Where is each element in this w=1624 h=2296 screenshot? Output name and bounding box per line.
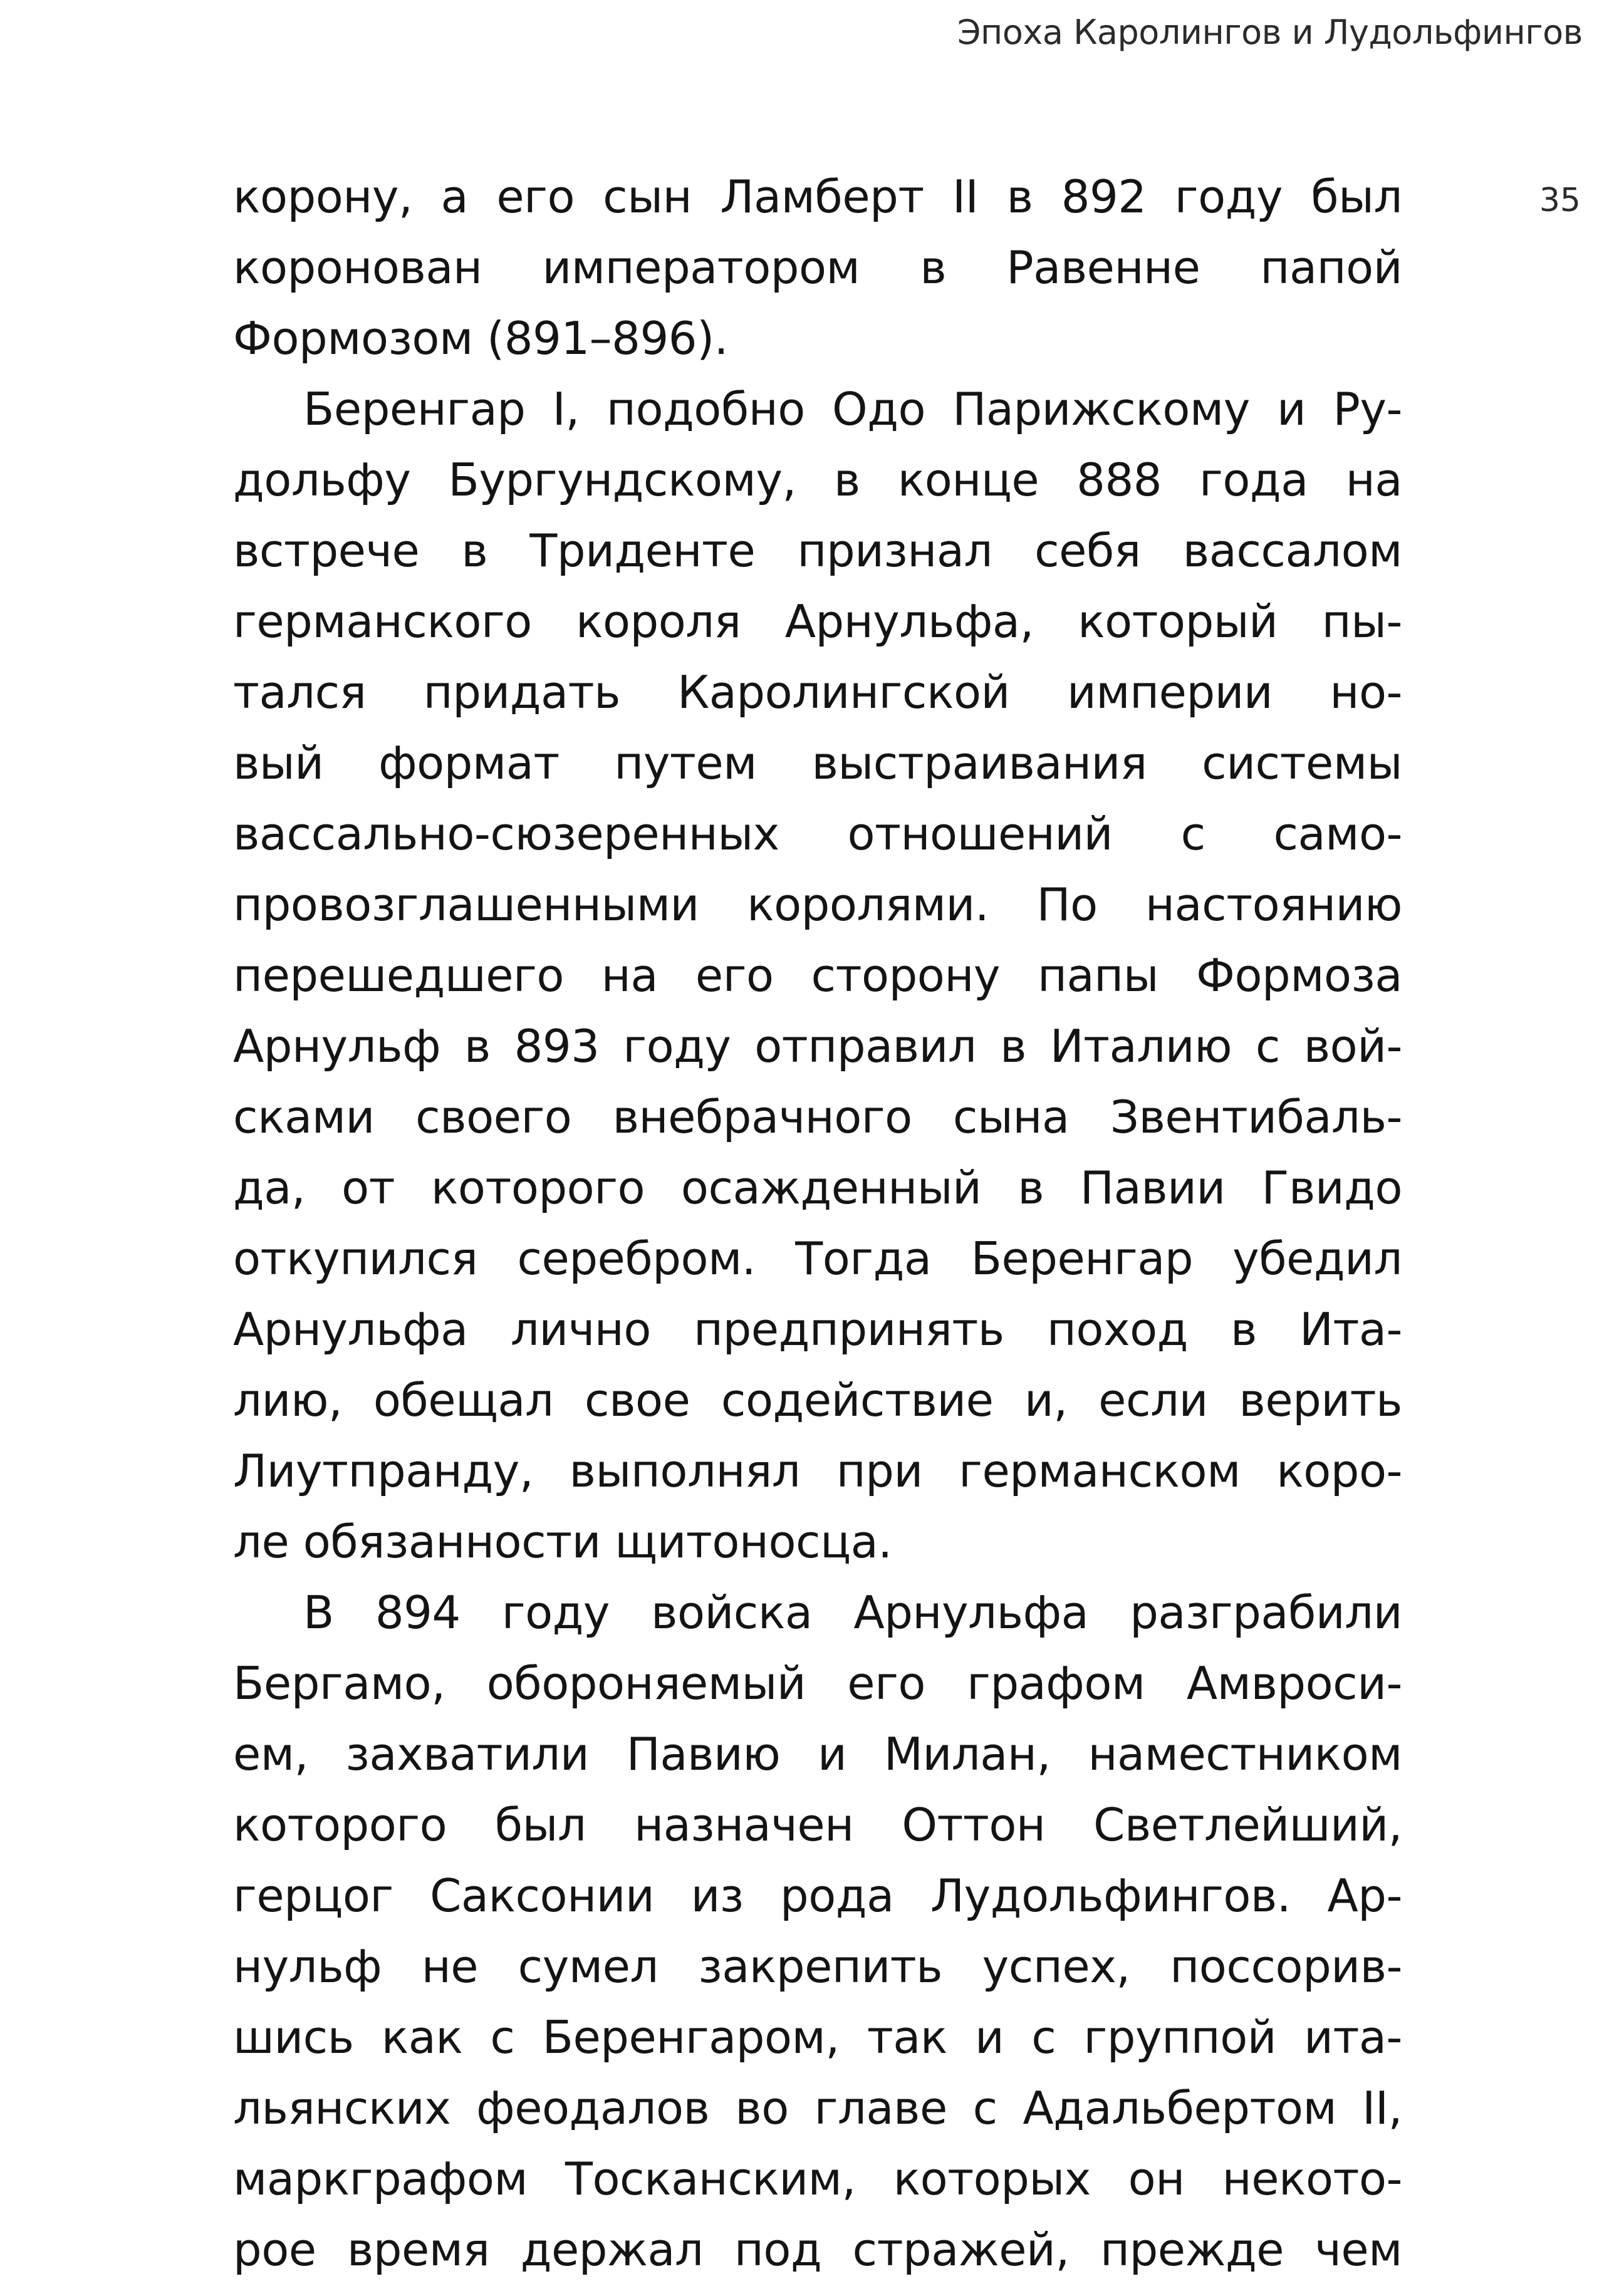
text-line: льянских феодалов во главе с Адальбертом II,	[233, 2082, 1402, 2134]
text-line: сками своего внебрачного сына Звентибаль-	[233, 1091, 1402, 1143]
text-line: нульф не сумел закрепить успех, поссорив-	[233, 1940, 1402, 1993]
body-text	[233, 162, 1402, 2285]
text-line: В 894 году войска Арнульфа разграбили	[303, 1586, 1402, 1639]
text-line: Формозом (891–896).	[233, 312, 729, 365]
text-line: лию, обещал свое содействие и, если верить	[233, 1374, 1402, 1426]
text-line: Бергамо, обороняемый его графом Амвроси-	[233, 1657, 1402, 1710]
text-line: да, от которого осажденный в Павии Гвидо	[233, 1161, 1402, 1214]
text-line: Арнульф в 893 году отправил в Италию с вой-	[233, 1020, 1402, 1073]
text-line: вый формат путем выстраивания системы	[233, 737, 1402, 789]
running-header: Эпоха Каролингов и Лудольфингов	[957, 13, 1583, 52]
page-number: 35	[1539, 182, 1581, 219]
text-line: тался придать Каролингской империи но-	[233, 666, 1402, 719]
text-line: откупился серебром. Тогда Беренгар убедил	[233, 1232, 1402, 1285]
text-line: Арнульфа лично предпринять поход в Ита-	[233, 1303, 1402, 1356]
text-line: вассально-сюзеренных отношений с само-	[233, 808, 1402, 860]
text-line: Беренгар I, подобно Одо Парижскому и Ру-	[303, 383, 1402, 435]
text-line: дольфу Бургундскому, в конце 888 года на	[233, 454, 1402, 506]
text-line: маркграфом Тосканским, которых он некото-	[233, 2153, 1402, 2205]
text-line: ем, захватили Павию и Милан, наместником	[233, 1728, 1402, 1780]
text-line: встрече в Триденте признал себя вассалом	[233, 524, 1402, 577]
text-line: ле обязанности щитоносца.	[233, 1515, 892, 1568]
text-line: провозглашенными королями. По настоянию	[233, 878, 1402, 931]
text-line: Лиутпранду, выполнял при германском коро-	[233, 1445, 1402, 1497]
text-line: корону, а его сын Ламберт II в 892 году был	[233, 170, 1402, 223]
text-line: германского короля Арнульфа, который пы-	[233, 595, 1402, 648]
text-line: перешедшего на его сторону папы Формоза	[233, 949, 1402, 1002]
text-line: шись как с Беренгаром, так и с группой ита-	[233, 2011, 1402, 2064]
text-line: коронован императором в Равенне папой	[233, 241, 1402, 294]
text-line: рое время держал под стражей, прежде чем	[233, 2223, 1402, 2276]
text-line: герцог Саксонии из рода Лудольфингов. Ар-	[233, 1869, 1402, 1922]
text-line: которого был назначен Оттон Светлейший,	[233, 1799, 1402, 1851]
